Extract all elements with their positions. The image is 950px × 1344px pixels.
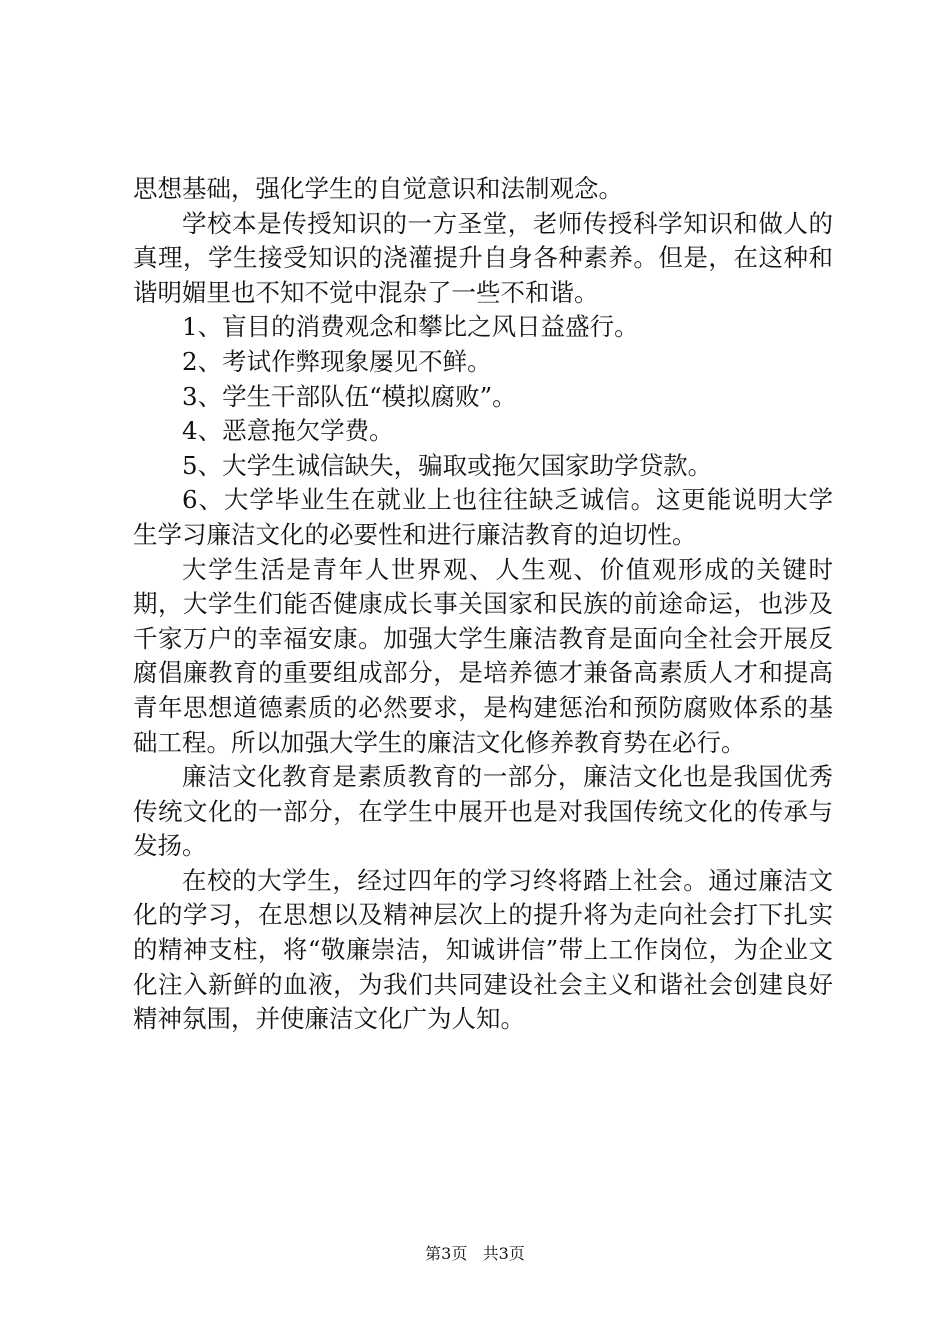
list-item: 6、大学毕业生在就业上也往往缺乏诚信。这更能说明大学生学习廉洁文化的必要性和进行廉洁教育的迫切性。 — [133, 485, 833, 549]
page-footer — [0, 1244, 950, 1264]
list-item: 5、大学生诚信缺失，骗取或拖欠国家助学贷款。 — [182, 450, 713, 480]
paragraph: 思想基础，强化学生的自觉意识和法制观念。 — [133, 174, 623, 203]
paragraph: 廉洁文化教育是素质教育的一部分，廉洁文化也是我国优秀传统文化的一部分，在学生中展开也是对我国传统文化的传承与发扬。 — [133, 762, 833, 861]
document-body — [133, 172, 833, 1037]
footer-spacer — [472, 1244, 477, 1263]
page-number: 第3页 — [425, 1244, 468, 1263]
list-item: 4、恶意拖欠学费。 — [182, 416, 394, 446]
list-item: 3、学生干部队伍“模拟腐败”。 — [182, 381, 517, 411]
list-item: 1、盲目的消费观念和攀比之风日益盛行。 — [182, 312, 639, 342]
total-pages: 共3页 — [482, 1244, 525, 1263]
paragraph: 在校的大学生，经过四年的学习终将踏上社会。通过廉洁文化的学习，在思想以及精神层次上的提升将为走向社会打下扎实的精神支柱，将“敬廉崇洁，知诚讲信”带上工作岗位，为企业文化注入新鲜的血液，为我们共同建设社会主义和谐社会创建良好精神氛围，并使廉洁文化广为人知。 — [133, 865, 833, 1034]
list-item: 2、考试作弊现象屡见不鲜。 — [182, 346, 492, 376]
paragraph: 学校本是传授知识的一方圣堂，老师传授科学知识和做人的真理，学生接受知识的浇灌提升自身各种素养。但是，在这种和谐明媚里也不知不觉中混杂了一些不和谐。 — [133, 208, 833, 307]
paragraph: 大学生活是青年人世界观、人生观、价值观形成的关键时期，大学生们能否健康成长事关国家和民族的前途命运，也涉及千家万户的幸福安康。加强大学生廉洁教育是面向全社会开展反腐倡廉教育的重要组成部分，是培养德才兼备高素质人才和提高青年思想道德素质的必然要求，是构建惩治和预防腐败体系的基础工程。所以加强大学生的廉洁文化修养教育势在必行。 — [133, 554, 833, 757]
